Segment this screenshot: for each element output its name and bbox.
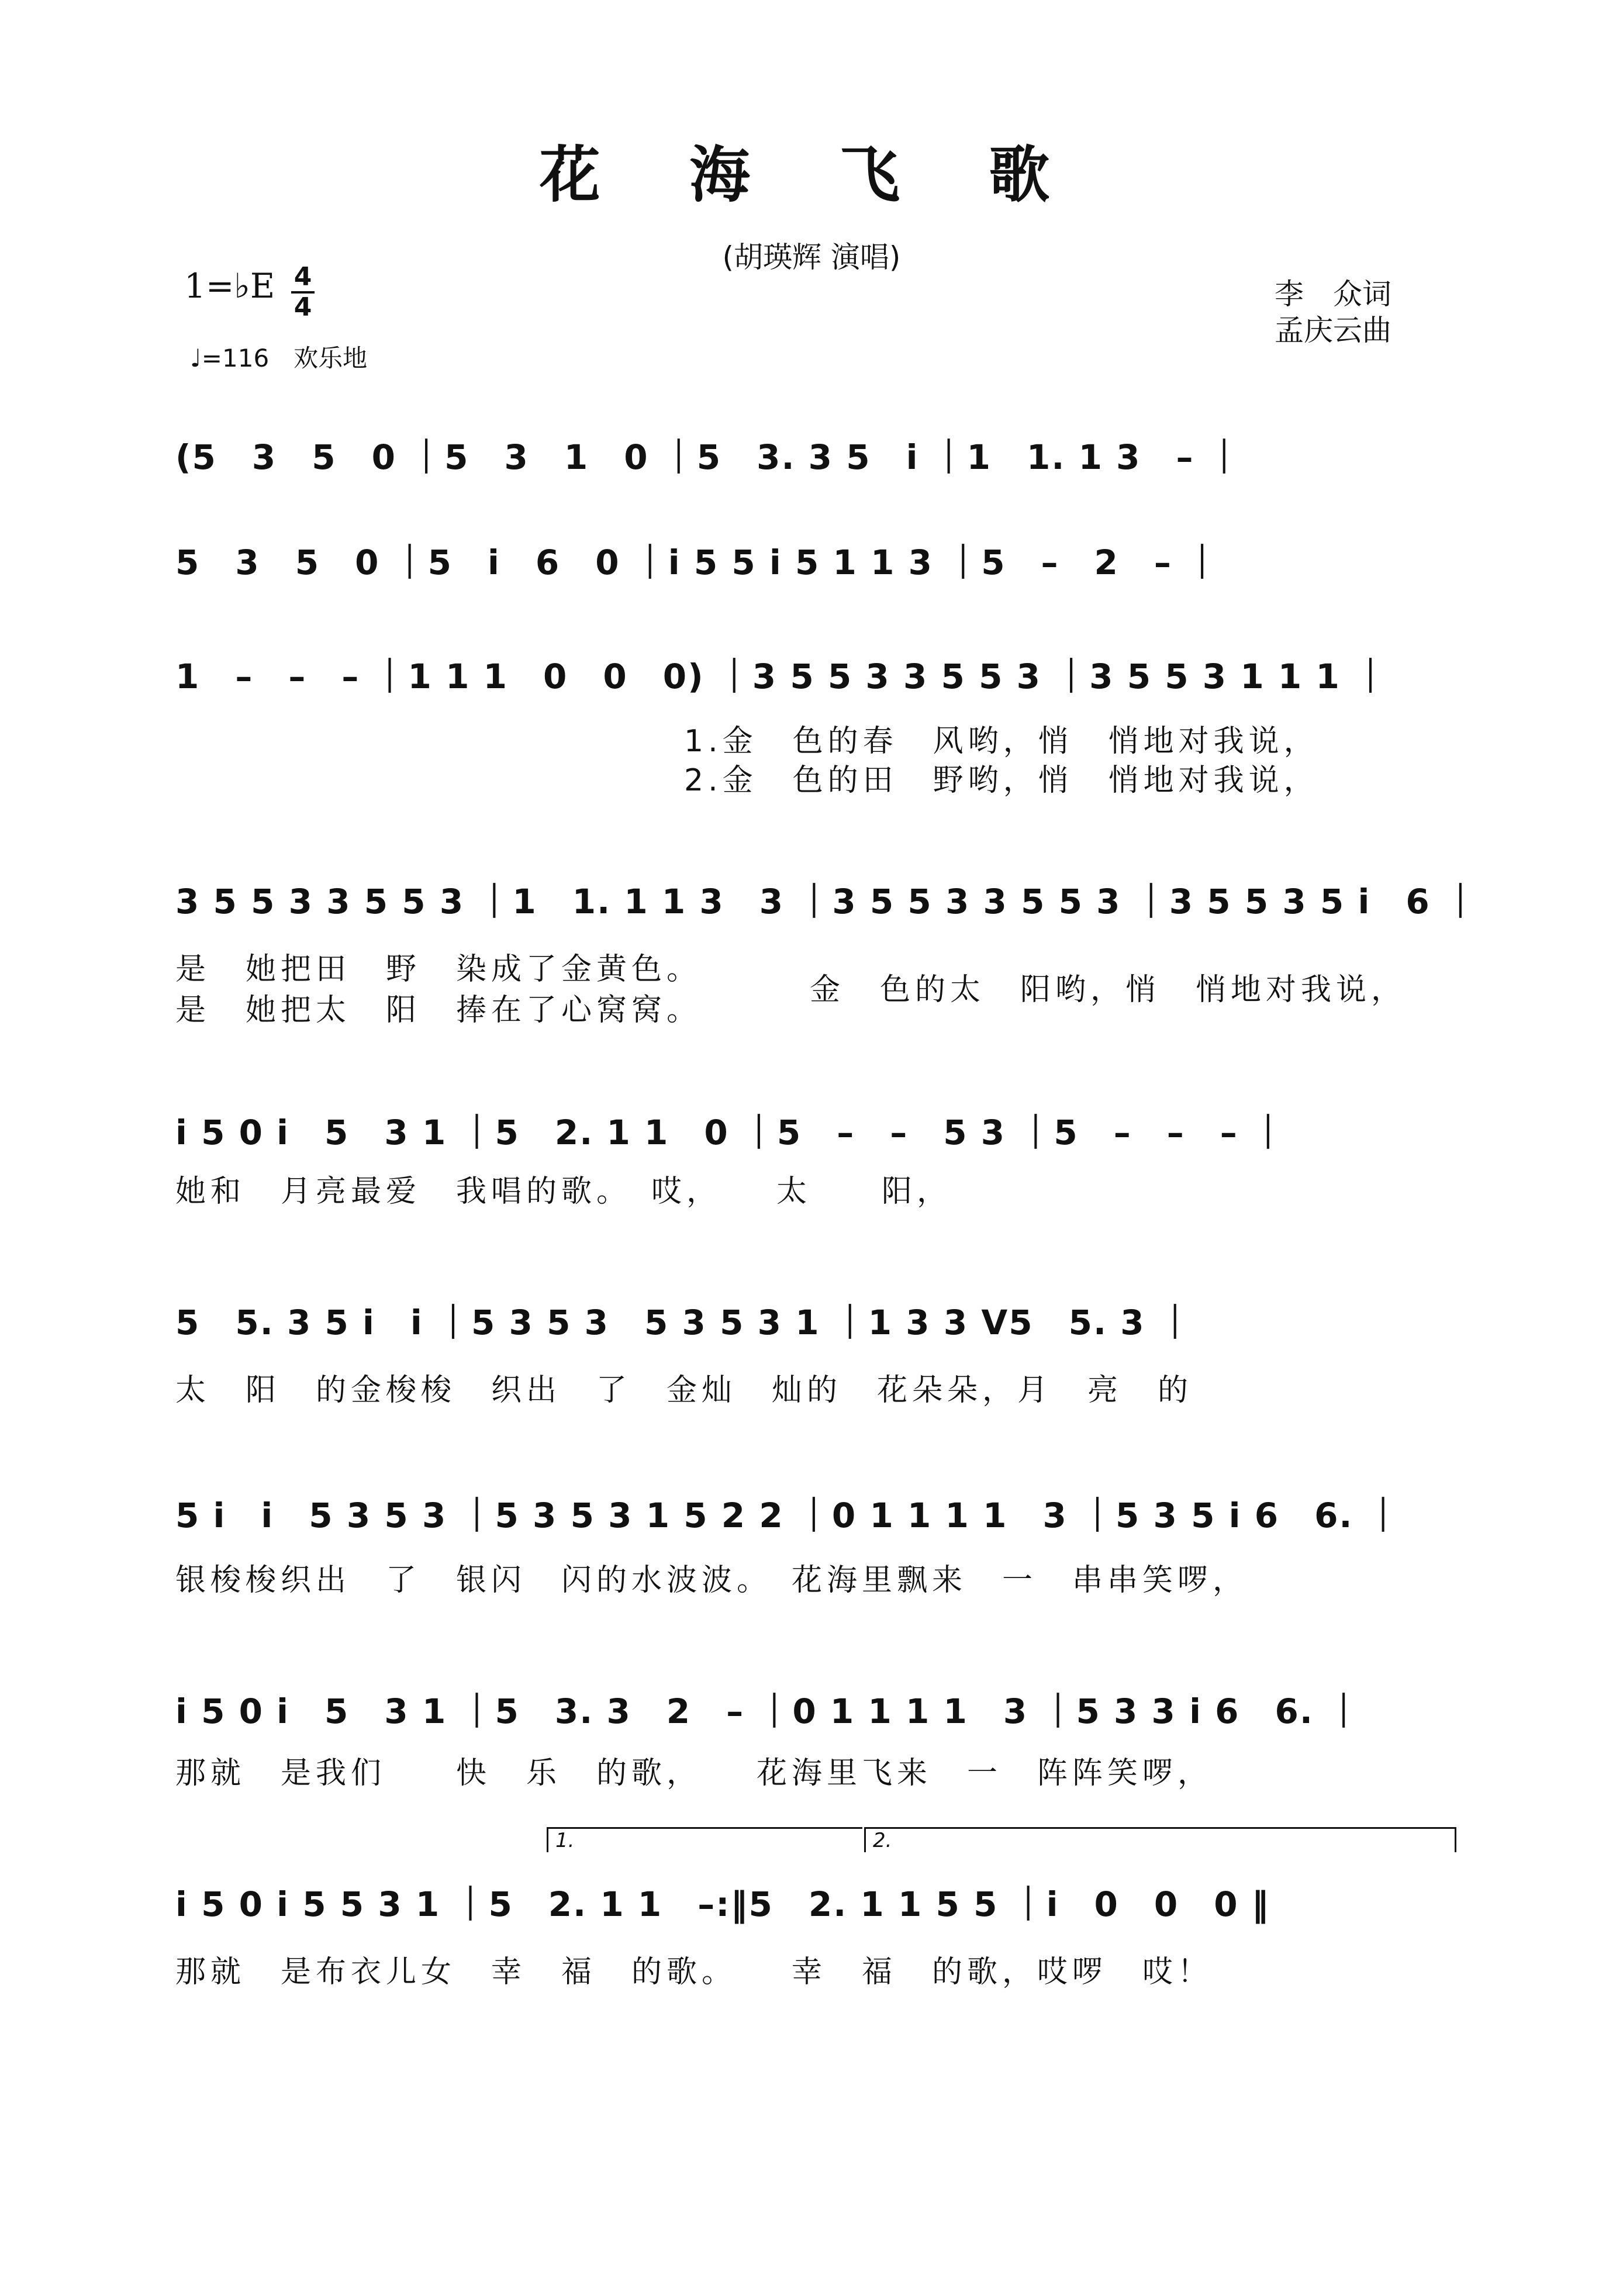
credits: [1275, 276, 1391, 348]
system-8-lyric: 那就 是我们 快 乐 的歌， 花海里飞来 一 阵阵笑啰，: [175, 1756, 1213, 1791]
system-7-notes: 5 i i 5 3 5 3 ｜5 3 5 3 1 5 2 2 ｜0 1 1 1 1 3 ｜5 3 5 i 6 6. ｜: [175, 1496, 1401, 1535]
tempo-marking: ♩=116 欢乐地: [190, 344, 368, 372]
system-8-notes: i 5 0 i 5 3 1 ｜5 3. 3 2 – ｜0 1 1 1 1 3 ｜5 3 3 i 6 6. ｜: [175, 1691, 1362, 1731]
volta-1: 1.: [547, 1827, 862, 1852]
system-7-lyric: 银梭梭织出 了 银闪 闪的水波波。 花海里飘来 一 串串笑啰，: [175, 1563, 1248, 1598]
system-1-notes: (5 3 5 0 ｜5 3 1 0 ｜5 3. 3 5 i ｜1 1. 1 3 – ｜: [175, 437, 1242, 477]
singer-credit: (胡瑛辉 演唱): [722, 240, 901, 274]
composer: 孟庆云曲: [1275, 313, 1391, 347]
system-5-notes: i 5 0 i 5 3 1 ｜5 2. 1 1 0 ｜5 – – 5 3 ｜5 – – – ｜: [175, 1113, 1286, 1152]
system-4-lyric-2: 是 她把太 阳 捧在了心窝窝。: [175, 993, 702, 1028]
system-3-lyric-1: 1.金 色的春 风哟，悄 悄地对我说，: [684, 724, 1319, 759]
key-signature: 1=♭E: [184, 266, 275, 306]
system-5-lyric: 她和 月亮最爱 我唱的歌。 哎， 太 阳，: [175, 1174, 952, 1209]
system-4-lyric-1: 是 她把田 野 染成了金黄色。: [175, 952, 702, 987]
system-3-lyric-2: 2.金 色的田 野哟，悄 悄地对我说，: [684, 763, 1319, 798]
system-4-notes: 3 5 5 3 3 5 5 3 ｜1 1. 1 1 3 3 ｜3 5 5 3 3 5 5 3 ｜3 5 5 3 5 i 6 ｜: [175, 882, 1479, 921]
volta-2: 2.: [864, 1827, 1456, 1852]
system-2-notes: 5 3 5 0 ｜5 i 6 0 ｜i 5 5 i 5 1 1 3 ｜5 – 2 – ｜: [175, 543, 1221, 582]
system-3-notes: 1 – – – ｜1 1 1 0 0 0) ｜3 5 5 3 3 5 5 3 ｜3 5 5 3 1 1 1 ｜: [175, 657, 1389, 696]
system-4-lyric-right: 金 色的太 阳哟，悄 悄地对我说，: [810, 972, 1407, 1007]
system-9-notes: i 5 0 i 5 5 3 1 ｜5 2. 1 1 –:‖5 2. 1 1 5 5 ｜i 0 0 0 ‖: [175, 1884, 1270, 1924]
system-9-lyric: 那就 是布衣儿女 幸 福 的歌。 幸 福 的歌，哎啰 哎！: [175, 1955, 1213, 1990]
page-title: 花 海 飞 歌: [539, 139, 1084, 210]
system-6-notes: 5 5. 3 5 i i ｜5 3 5 3 5 3 5 3 1 ｜1 3 3 ᐯ5 5. 3 ｜: [175, 1303, 1193, 1342]
time-signature-top: 4: [293, 262, 312, 292]
time-signature-bottom: 4: [293, 292, 312, 322]
system-6-lyric: 太 阳 的金梭梭 织出 了 金灿 灿的 花朵朵，月 亮 的: [175, 1373, 1193, 1408]
lyricist: 李 众词: [1275, 277, 1391, 311]
time-signature: [291, 264, 315, 320]
